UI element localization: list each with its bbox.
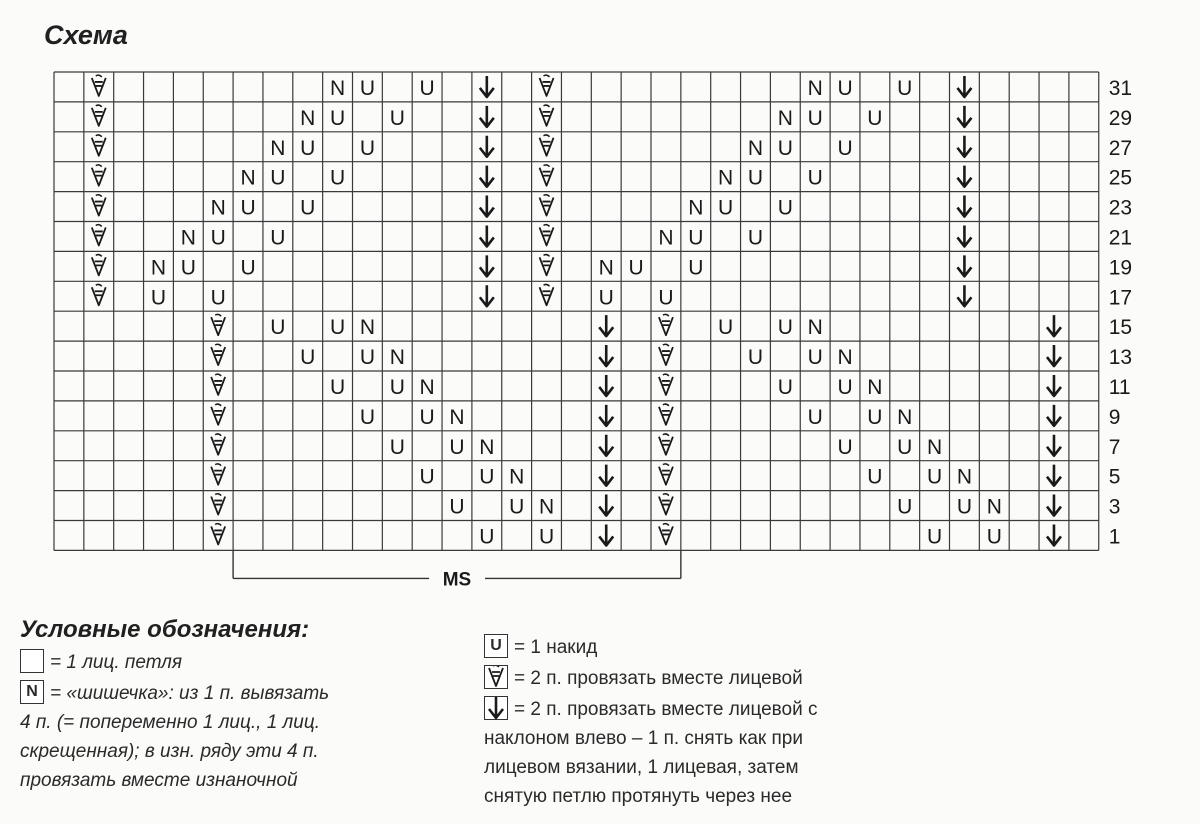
svg-text:U: U bbox=[300, 196, 316, 220]
bobble-symbol bbox=[688, 197, 703, 220]
ssk-symbol bbox=[1047, 524, 1061, 545]
k2tog-symbol bbox=[211, 464, 225, 485]
k2tog-symbol bbox=[92, 75, 106, 96]
k2tog-symbol bbox=[659, 494, 673, 515]
svg-text:N: N bbox=[837, 346, 853, 370]
ssk-symbol bbox=[599, 524, 613, 545]
bobble-symbol bbox=[300, 107, 315, 130]
svg-text:U: U bbox=[926, 525, 943, 549]
yarn-over-symbol bbox=[778, 137, 793, 160]
ssk-symbol bbox=[480, 225, 494, 246]
svg-text:N: N bbox=[538, 495, 555, 519]
yarn-over-symbol bbox=[479, 525, 494, 548]
ssk-symbol bbox=[957, 255, 971, 276]
yarn-over-symbol bbox=[897, 77, 912, 100]
svg-text:U: U bbox=[449, 435, 465, 459]
bobble-symbol bbox=[808, 77, 823, 100]
svg-text:U: U bbox=[777, 136, 793, 160]
yarn-over-symbol bbox=[240, 197, 255, 220]
bobble-symbol bbox=[330, 77, 345, 100]
k2tog-symbol bbox=[540, 135, 554, 156]
row-number-label: 1 bbox=[1108, 525, 1121, 549]
bobble-symbol bbox=[449, 406, 464, 429]
k2tog-symbol bbox=[211, 404, 225, 425]
svg-text:U: U bbox=[867, 106, 883, 130]
yarn-over-symbol bbox=[330, 107, 345, 130]
ssk-symbol bbox=[957, 136, 971, 157]
bobble-symbol bbox=[151, 256, 166, 279]
bobble-symbol bbox=[927, 436, 942, 459]
svg-text:N: N bbox=[240, 166, 256, 190]
svg-text:U: U bbox=[807, 106, 823, 130]
k2tog-symbol bbox=[659, 524, 673, 545]
yarn-over-symbol bbox=[957, 496, 972, 519]
yarn-over-symbol bbox=[479, 466, 494, 489]
svg-text:U: U bbox=[270, 166, 286, 190]
ssk-symbol bbox=[599, 495, 613, 516]
svg-text:U: U bbox=[777, 196, 793, 220]
yarn-over-symbol bbox=[330, 167, 345, 190]
ssk-symbol bbox=[599, 405, 613, 426]
svg-text:U: U bbox=[419, 465, 435, 489]
legend-text: = 2 п. провязать вместе лицевой с bbox=[514, 699, 818, 720]
k2tog-symbol bbox=[659, 404, 673, 425]
svg-text:N: N bbox=[747, 136, 764, 160]
legend-text: = 1 лиц. петля bbox=[50, 652, 183, 673]
svg-text:N: N bbox=[807, 316, 823, 340]
yarn-over-symbol bbox=[718, 197, 733, 220]
yarn-over-symbol bbox=[987, 525, 1002, 548]
svg-text:U: U bbox=[867, 405, 883, 429]
svg-text:N: N bbox=[150, 256, 167, 280]
yarn-over-symbol bbox=[360, 137, 375, 160]
svg-text:U: U bbox=[329, 166, 346, 190]
yarn-over-symbol bbox=[748, 167, 763, 190]
k2tog-symbol bbox=[211, 314, 225, 335]
ssk-symbol bbox=[957, 166, 971, 187]
yarn-over-symbol bbox=[837, 77, 852, 100]
yarn-over-symbol bbox=[330, 376, 345, 399]
svg-text:U: U bbox=[270, 226, 286, 250]
svg-text:U: U bbox=[718, 196, 734, 220]
svg-text:N: N bbox=[329, 76, 346, 100]
k2tog-symbol bbox=[211, 524, 225, 545]
svg-text:U: U bbox=[359, 346, 376, 370]
svg-text:U: U bbox=[688, 256, 704, 280]
svg-text:U: U bbox=[300, 136, 316, 160]
legend-text: снятую петлю протянуть через нее bbox=[484, 786, 793, 807]
svg-text:N: N bbox=[658, 226, 674, 250]
row-number-label: 17 bbox=[1108, 286, 1133, 310]
yarn-over-symbol bbox=[897, 436, 912, 459]
legend-text: = 1 накид bbox=[514, 637, 598, 658]
yarn-over-symbol bbox=[211, 226, 226, 249]
ssk-symbol bbox=[480, 255, 494, 276]
svg-text:U: U bbox=[837, 136, 853, 160]
svg-text:N: N bbox=[897, 405, 913, 429]
ssk-legend-icon bbox=[484, 696, 508, 720]
yarn-over-symbol bbox=[808, 406, 823, 429]
ssk-symbol bbox=[599, 435, 613, 456]
yarn-over-symbol bbox=[509, 496, 524, 519]
bobble-symbol bbox=[718, 167, 733, 190]
k2tog-symbol bbox=[92, 284, 106, 305]
row-number-label: 7 bbox=[1108, 435, 1121, 459]
svg-text:U: U bbox=[329, 316, 346, 340]
svg-text:U: U bbox=[718, 316, 734, 340]
k2tog-legend-icon bbox=[484, 665, 508, 689]
svg-text:N: N bbox=[986, 495, 1002, 519]
svg-text:N: N bbox=[509, 465, 525, 489]
yarn-over-symbol bbox=[837, 376, 852, 399]
ssk-symbol bbox=[1047, 375, 1061, 396]
legend-entry bbox=[20, 679, 329, 795]
legend-text: 4 п. (= попеременно 1 лиц., 1 лиц. bbox=[20, 712, 320, 733]
svg-text:U: U bbox=[837, 435, 853, 459]
yarn-over-symbol bbox=[927, 525, 942, 548]
yarn-over-symbol bbox=[330, 316, 345, 339]
k2tog-symbol bbox=[659, 374, 673, 395]
svg-text:N: N bbox=[867, 375, 883, 399]
svg-text:U: U bbox=[180, 256, 196, 280]
yarn-over-symbol bbox=[867, 406, 882, 429]
svg-text:N: N bbox=[598, 256, 614, 280]
legend-text: = 2 п. провязать вместе лицевой bbox=[514, 668, 803, 689]
bobble-symbol bbox=[897, 406, 912, 429]
yarn-over-symbol bbox=[449, 436, 464, 459]
yarn-over-symbol bbox=[360, 346, 375, 369]
svg-text:N: N bbox=[359, 316, 376, 340]
ssk-symbol bbox=[1047, 405, 1061, 426]
yarn-over-symbol bbox=[390, 376, 405, 399]
bobble-symbol bbox=[599, 256, 614, 279]
svg-text:N: N bbox=[688, 196, 704, 220]
bobble-symbol bbox=[479, 436, 494, 459]
svg-text:U: U bbox=[837, 76, 853, 100]
ssk-symbol bbox=[480, 76, 494, 97]
ssk-symbol bbox=[957, 106, 971, 127]
svg-text:N: N bbox=[926, 435, 943, 459]
svg-text:U: U bbox=[240, 256, 256, 280]
ssk-symbol bbox=[1047, 495, 1061, 516]
ssk-symbol bbox=[1047, 315, 1061, 336]
ssk-symbol bbox=[599, 345, 613, 366]
yarn-over-symbol bbox=[539, 525, 554, 548]
svg-text:N: N bbox=[389, 346, 405, 370]
k2tog-symbol bbox=[659, 344, 673, 365]
svg-text:U: U bbox=[897, 76, 913, 100]
svg-text:N: N bbox=[419, 375, 435, 399]
k2tog-symbol bbox=[540, 284, 554, 305]
svg-text:U: U bbox=[389, 106, 405, 130]
yarn-over-symbol bbox=[599, 286, 614, 309]
bobble-symbol bbox=[270, 137, 285, 160]
legend-entry bbox=[484, 695, 818, 811]
k2tog-symbol bbox=[540, 165, 554, 186]
ssk-symbol bbox=[599, 465, 613, 486]
legend-entry bbox=[20, 648, 182, 677]
row-number-label: 5 bbox=[1108, 465, 1121, 489]
row-number-label: 25 bbox=[1108, 166, 1133, 190]
yarn-over-symbol bbox=[748, 346, 763, 369]
row-number-label: 19 bbox=[1108, 256, 1133, 280]
svg-text:U: U bbox=[658, 286, 674, 310]
svg-text:U: U bbox=[240, 196, 256, 220]
yarn-over-symbol bbox=[211, 286, 226, 309]
row-number-label: 13 bbox=[1108, 346, 1133, 370]
ssk-symbol bbox=[957, 225, 971, 246]
svg-text:N: N bbox=[718, 166, 734, 190]
svg-text:U: U bbox=[210, 286, 226, 310]
yarn-over-symbol bbox=[837, 137, 852, 160]
yarn-over-symbol bbox=[300, 137, 315, 160]
yarn-over-symbol bbox=[808, 167, 823, 190]
bobble-symbol bbox=[867, 376, 882, 399]
ssk-symbol bbox=[599, 375, 613, 396]
k2tog-symbol bbox=[540, 105, 554, 126]
svg-text:U: U bbox=[986, 525, 1002, 549]
svg-text:U: U bbox=[389, 435, 405, 459]
ssk-symbol bbox=[957, 285, 971, 306]
k2tog-symbol bbox=[540, 195, 554, 216]
svg-text:U: U bbox=[329, 375, 346, 399]
svg-text:N: N bbox=[807, 76, 823, 100]
legend-text: = «шишечка»: из 1 п. вывязать bbox=[50, 683, 330, 704]
yarn-over-symbol bbox=[360, 77, 375, 100]
k2tog-symbol bbox=[92, 105, 106, 126]
ssk-symbol bbox=[1047, 465, 1061, 486]
svg-text:U: U bbox=[419, 76, 435, 100]
bobble-symbol bbox=[181, 226, 196, 249]
bobble-symbol bbox=[808, 316, 823, 339]
bobble-symbol bbox=[360, 316, 375, 339]
bobble-symbol bbox=[240, 167, 255, 190]
svg-text:U: U bbox=[807, 346, 823, 370]
svg-text:N: N bbox=[300, 106, 316, 130]
row-number-label: 27 bbox=[1108, 136, 1133, 160]
svg-text:U: U bbox=[300, 346, 316, 370]
k2tog-symbol bbox=[211, 434, 225, 455]
yarn-over-symbol bbox=[151, 286, 166, 309]
svg-text:U: U bbox=[747, 346, 764, 370]
svg-text:U: U bbox=[897, 435, 913, 459]
svg-text:N: N bbox=[777, 106, 793, 130]
svg-text:U: U bbox=[479, 525, 495, 549]
k2tog-symbol bbox=[659, 464, 673, 485]
k2tog-symbol bbox=[211, 344, 225, 365]
svg-text:U: U bbox=[598, 286, 614, 310]
yarn-over-symbol bbox=[300, 346, 315, 369]
legend-text: лицевом вязании, 1 лицевая, затем bbox=[484, 757, 799, 778]
svg-text:U: U bbox=[509, 495, 525, 519]
svg-text:U: U bbox=[210, 226, 226, 250]
legend-title: Условные обозначения: bbox=[20, 616, 310, 643]
bobble-symbol bbox=[837, 346, 852, 369]
yarn-over-symbol bbox=[688, 226, 703, 249]
row-number-label: 21 bbox=[1108, 226, 1133, 250]
yarn-over-symbol bbox=[420, 466, 435, 489]
bobble-legend-icon: N bbox=[20, 680, 44, 704]
yarn-over-symbol bbox=[360, 406, 375, 429]
bobble-symbol bbox=[778, 107, 793, 130]
yarn-over-symbol bbox=[778, 376, 793, 399]
svg-text:N: N bbox=[210, 196, 226, 220]
svg-text:U: U bbox=[359, 136, 376, 160]
yarn-over-symbol bbox=[867, 466, 882, 489]
svg-text:N: N bbox=[270, 136, 286, 160]
k2tog-symbol bbox=[92, 195, 106, 216]
svg-text:U: U bbox=[956, 495, 973, 519]
legend-entry bbox=[484, 633, 597, 662]
svg-text:U: U bbox=[359, 76, 376, 100]
legend-text: наклоном влево – 1 п. снять как при bbox=[484, 728, 803, 749]
yarn-over-symbol bbox=[718, 316, 733, 339]
ssk-symbol bbox=[480, 285, 494, 306]
k2tog-symbol bbox=[92, 225, 106, 246]
row-number-label: 23 bbox=[1108, 196, 1133, 220]
svg-text:N: N bbox=[449, 405, 465, 429]
svg-text:U: U bbox=[807, 405, 823, 429]
bobble-symbol bbox=[658, 226, 673, 249]
yarn-over-symbol bbox=[270, 167, 285, 190]
row-number-label: 15 bbox=[1108, 316, 1133, 340]
yarn-over-legend-icon: U bbox=[484, 634, 508, 658]
svg-text:U: U bbox=[777, 316, 793, 340]
row-number-label: 11 bbox=[1108, 375, 1131, 399]
yarn-over-symbol bbox=[867, 107, 882, 130]
svg-text:U: U bbox=[270, 316, 286, 340]
ssk-symbol bbox=[480, 106, 494, 127]
ssk-symbol bbox=[957, 76, 971, 97]
yarn-over-symbol bbox=[837, 436, 852, 459]
k2tog-symbol bbox=[92, 255, 106, 276]
yarn-over-symbol bbox=[808, 107, 823, 130]
yarn-over-symbol bbox=[300, 197, 315, 220]
row-number-label: 29 bbox=[1108, 106, 1133, 130]
svg-text:U: U bbox=[688, 226, 704, 250]
knit-stitch-legend-icon bbox=[20, 649, 44, 673]
yarn-over-symbol bbox=[748, 226, 763, 249]
row-number-label: 31 bbox=[1108, 76, 1133, 100]
k2tog-symbol bbox=[211, 494, 225, 515]
yarn-over-symbol bbox=[808, 346, 823, 369]
ssk-symbol bbox=[599, 315, 613, 336]
yarn-over-symbol bbox=[449, 496, 464, 519]
yarn-over-symbol bbox=[778, 316, 793, 339]
bobble-symbol bbox=[509, 466, 524, 489]
ssk-symbol bbox=[480, 196, 494, 217]
svg-text:N: N bbox=[956, 465, 973, 489]
ssk-symbol bbox=[1047, 345, 1061, 366]
ssk-symbol bbox=[480, 136, 494, 157]
svg-text:U: U bbox=[329, 106, 346, 130]
k2tog-symbol bbox=[211, 374, 225, 395]
svg-text:U: U bbox=[837, 375, 853, 399]
k2tog-symbol bbox=[92, 165, 106, 186]
svg-text:U: U bbox=[479, 465, 495, 489]
bobble-symbol bbox=[957, 466, 972, 489]
k2tog-symbol bbox=[92, 135, 106, 156]
yarn-over-symbol bbox=[181, 256, 196, 279]
bobble-symbol bbox=[420, 376, 435, 399]
yarn-over-symbol bbox=[420, 77, 435, 100]
k2tog-symbol bbox=[540, 225, 554, 246]
yarn-over-symbol bbox=[897, 496, 912, 519]
svg-text:U: U bbox=[777, 375, 793, 399]
svg-text:N: N bbox=[479, 435, 495, 459]
row-number-label: 9 bbox=[1108, 405, 1121, 429]
bobble-symbol bbox=[390, 346, 405, 369]
yarn-over-symbol bbox=[927, 466, 942, 489]
k2tog-symbol bbox=[659, 314, 673, 335]
k2tog-symbol bbox=[540, 75, 554, 96]
svg-text:U: U bbox=[449, 495, 465, 519]
svg-text:U: U bbox=[419, 405, 435, 429]
yarn-over-symbol bbox=[390, 107, 405, 130]
svg-text:U: U bbox=[150, 286, 167, 310]
yarn-over-symbol bbox=[270, 316, 285, 339]
svg-text:U: U bbox=[538, 525, 555, 549]
yarn-over-symbol bbox=[628, 256, 643, 279]
svg-text:N: N bbox=[180, 226, 196, 250]
ssk-symbol bbox=[957, 196, 971, 217]
svg-text:U: U bbox=[867, 465, 883, 489]
svg-text:U: U bbox=[628, 256, 644, 280]
svg-text:U: U bbox=[389, 375, 405, 399]
ssk-symbol bbox=[480, 166, 494, 187]
repeat-label: MS bbox=[442, 569, 472, 591]
chart-title: Схема bbox=[44, 20, 128, 50]
svg-text:U: U bbox=[747, 226, 764, 250]
bobble-symbol bbox=[211, 197, 226, 220]
svg-text:U: U bbox=[747, 166, 764, 190]
yarn-over-symbol bbox=[688, 256, 703, 279]
yarn-over-symbol bbox=[240, 256, 255, 279]
yarn-over-symbol bbox=[778, 197, 793, 220]
yarn-over-symbol bbox=[420, 406, 435, 429]
k2tog-symbol bbox=[659, 434, 673, 455]
legend-text: скрещенная); в изн. ряду эти 4 п. bbox=[20, 741, 319, 762]
legend-entry bbox=[484, 664, 803, 693]
bobble-symbol bbox=[539, 496, 554, 519]
bobble-symbol bbox=[987, 496, 1002, 519]
yarn-over-symbol bbox=[658, 286, 673, 309]
svg-text:U: U bbox=[807, 166, 823, 190]
svg-text:U: U bbox=[359, 405, 376, 429]
k2tog-symbol bbox=[540, 255, 554, 276]
yarn-over-symbol bbox=[270, 226, 285, 249]
ssk-symbol bbox=[1047, 435, 1061, 456]
svg-text:U: U bbox=[897, 495, 913, 519]
bobble-symbol bbox=[748, 137, 763, 160]
yarn-over-symbol bbox=[390, 436, 405, 459]
legend-text: провязать вместе изнаночной bbox=[20, 770, 298, 791]
row-number-label: 3 bbox=[1108, 495, 1121, 519]
svg-text:U: U bbox=[926, 465, 943, 489]
